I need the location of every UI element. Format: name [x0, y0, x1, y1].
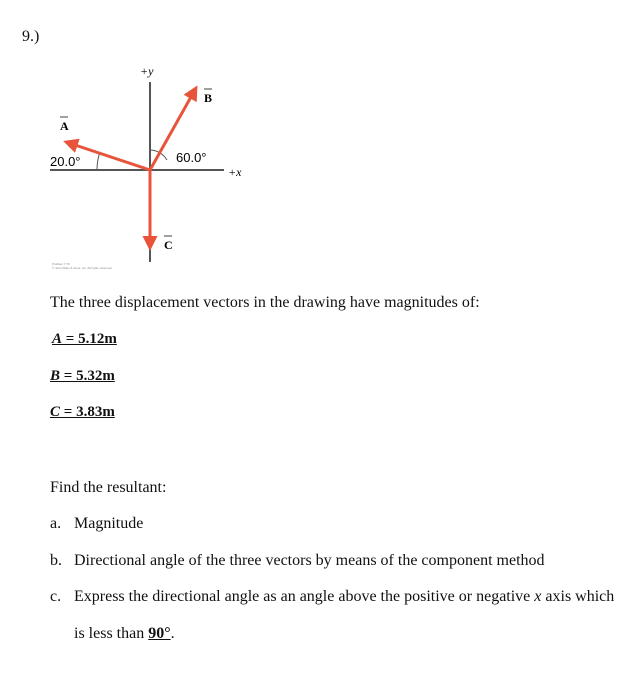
angle-b-label: 60.0° — [176, 150, 207, 165]
angle-a-label: 20.0° — [50, 154, 81, 169]
vector-a-label: A — [60, 119, 69, 133]
magnitude-b-var: B — [50, 368, 61, 384]
item-c-angle: 90° — [148, 625, 171, 642]
credit-line-1: Problem 7.76 — [52, 262, 70, 266]
magnitude-c-var: C — [50, 404, 61, 420]
magnitude-a-var: A — [52, 331, 63, 347]
vector-diagram — [40, 62, 260, 272]
item-c-cont-end: . — [170, 625, 175, 642]
question-number: 9.) — [22, 28, 40, 45]
item-c-cont-text: is less than — [74, 625, 149, 642]
item-c-text-before: Express the directional angle as an angle above the positive or negative — [74, 588, 535, 605]
item-c-text-after: axis which — [541, 588, 615, 605]
list-item-b — [50, 552, 545, 570]
magnitude-b — [50, 368, 115, 385]
magnitude-c — [50, 404, 115, 421]
list-item-c-continuation — [74, 625, 175, 643]
item-c-x-var: x — [534, 588, 542, 605]
find-prompt: Find the resultant: — [50, 479, 167, 496]
list-item-a — [50, 515, 143, 533]
figure-credit — [52, 262, 142, 270]
item-b-label: b. — [50, 552, 62, 569]
magnitude-c-value: = 3.83m — [60, 404, 115, 420]
magnitude-b-value: = 5.32m — [60, 368, 115, 384]
magnitude-a-value: = 5.12m — [62, 331, 117, 347]
credit-line-2: © John Wiley & Sons, Inc. All rights reserved. — [52, 266, 113, 270]
magnitude-a — [52, 331, 117, 348]
item-a-label: a. — [50, 515, 62, 532]
vector-c-label: C — [164, 238, 173, 252]
vector-b-label: B — [204, 91, 213, 105]
item-c-label: c. — [50, 588, 62, 605]
x-axis-label: +x — [228, 165, 242, 179]
item-b-text: Directional angle of the three vectors by means of the component method — [74, 552, 545, 569]
list-item-c — [50, 588, 614, 606]
y-axis-label: +y — [140, 64, 154, 78]
item-a-text: Magnitude — [74, 515, 144, 532]
intro-text: The three displacement vectors in the drawing have magnitudes of: — [50, 294, 480, 311]
